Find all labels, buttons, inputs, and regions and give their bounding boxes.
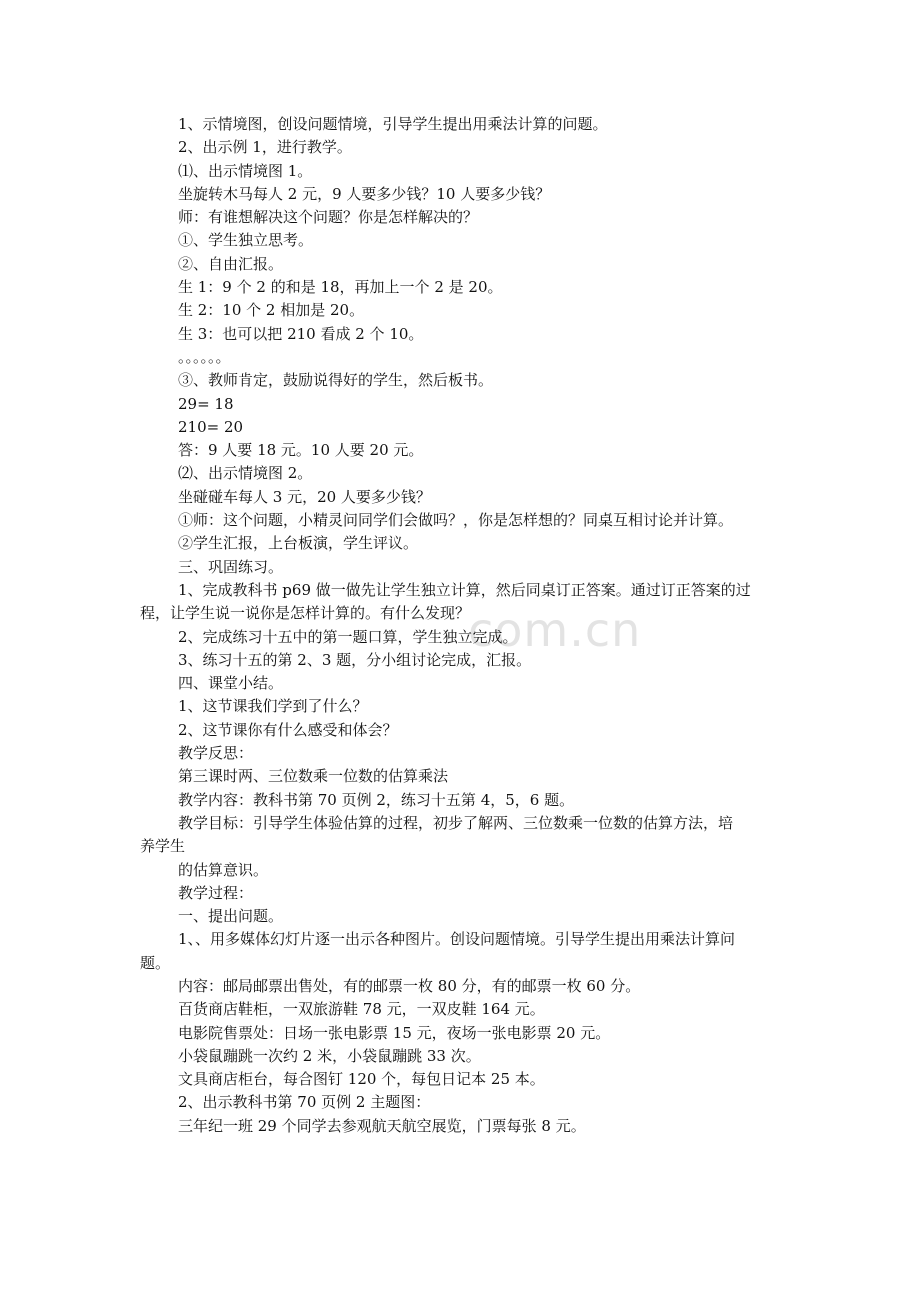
text-line: 百货商店鞋柜，一双旅游鞋 78 元，一双皮鞋 164 元。 — [178, 1000, 545, 1019]
text-line: 2、出示教科书第 70 页例 2 主题图： — [178, 1093, 431, 1112]
text-line: ②学生汇报，上台板演，学生评议。 — [178, 534, 419, 553]
text-line: 3、练习十五的第 2、3 题，分小组讨论完成，汇报。 — [178, 650, 532, 669]
text-line: ②、自由汇报。 — [178, 254, 284, 273]
text-line: ③、教师肯定，鼓励说得好的学生，然后板书。 — [178, 371, 494, 390]
text-line: 1、示情境图，创设问题情境，引导学生提出用乘法计算的问题。 — [178, 115, 608, 133]
text-line: 坐碰碰车每人 3 元，20 人要多少钱？ — [178, 487, 431, 506]
text-line: 1、、用多媒体幻灯片逐一出示各种图片。创设问题情境。引导学生提出用乘法计算问 — [178, 930, 736, 949]
text-line: 生 2：10 个 2 相加是 20。 — [178, 301, 365, 320]
text-line: 师：有谁想解决这个问题？你是怎样解决的？ — [178, 208, 479, 227]
text-line: 教学内容：教科书第 70 页例 2，练习十五第 4，5，6 题。 — [178, 790, 575, 809]
text-line: 题。 — [140, 953, 171, 972]
watermark: com.cn — [468, 603, 642, 657]
text-line: 2、完成练习十五中的第一题口算，学生独立完成。 — [178, 627, 518, 646]
text-line: 教学反思： — [178, 744, 254, 763]
text-line: 电影院售票处：日场一张电影票 15 元，夜场一张电影票 20 元。 — [178, 1023, 611, 1042]
text-line: 1、完成教科书 p69 做一做先让学生独立计算，然后同桌订正答案。通过订正答案的过 — [178, 580, 751, 599]
text-line: 教学过程： — [178, 883, 254, 902]
text-line: ⑵、出示情境图 2。 — [178, 464, 313, 483]
text-line: 第三课时两、三位数乘一位数的估算乘法 — [178, 767, 449, 786]
text-line: 生 3：也可以把 210 看成 2 个 10。 — [178, 324, 424, 343]
text-line: 一、提出问题。 — [178, 907, 284, 926]
text-line: 210= 20 — [178, 417, 244, 436]
text-line: ①、学生独立思考。 — [178, 231, 314, 250]
text-line: 文具商店柜台，每合图钉 120 个，每包日记本 25 本。 — [178, 1070, 545, 1089]
document-body — [140, 113, 780, 1138]
text-line: 内容：邮局邮票出售处，有的邮票一枚 80 分，有的邮票一枚 60 分。 — [178, 976, 641, 995]
text-line: ①师：这个问题，小精灵问同学们会做吗？，你是怎样想的？同桌互相讨论并计算。 — [178, 511, 734, 530]
text-line: 2、这节课你有什么感受和体会？ — [178, 720, 398, 739]
text-line: 1、这节课我们学到了什么？ — [178, 697, 368, 716]
text-line: 答：9 人要 18 元。10 人要 20 元。 — [178, 441, 424, 460]
text-line: 生 1：9 个 2 的和是 18，再加上一个 2 是 20。 — [178, 278, 503, 297]
text-line: 小袋鼠蹦跳一次约 2 米，小袋鼠蹦跳 33 次。 — [178, 1046, 481, 1065]
text-line: 教学目标：引导学生体验估算的过程，初步了解两、三位数乘一位数的估算方法，培 — [178, 813, 734, 832]
text-line: 四、课堂小结。 — [178, 674, 284, 693]
text-line: 。。。。。。 — [178, 347, 231, 366]
text-line: 的估算意识。 — [178, 860, 269, 879]
text-line: ⑴、出示情境图 1。 — [178, 161, 313, 180]
text-line: 坐旋转木马每人 2 元，9 人要多少钱？10 人要多少钱？ — [178, 184, 551, 203]
text-line: 三年纪一班 29 个同学去参观航天航空展览，门票每张 8 元。 — [178, 1116, 586, 1135]
text-line: 养学生 — [140, 837, 186, 856]
text-line: 29= 18 — [178, 394, 234, 413]
text-line: 程，让学生说一说你是怎样计算的。有什么发现？ — [140, 604, 471, 623]
text-line: 三、巩固练习。 — [178, 557, 284, 576]
text-line: 2、出示例 1，进行教学。 — [178, 138, 352, 157]
